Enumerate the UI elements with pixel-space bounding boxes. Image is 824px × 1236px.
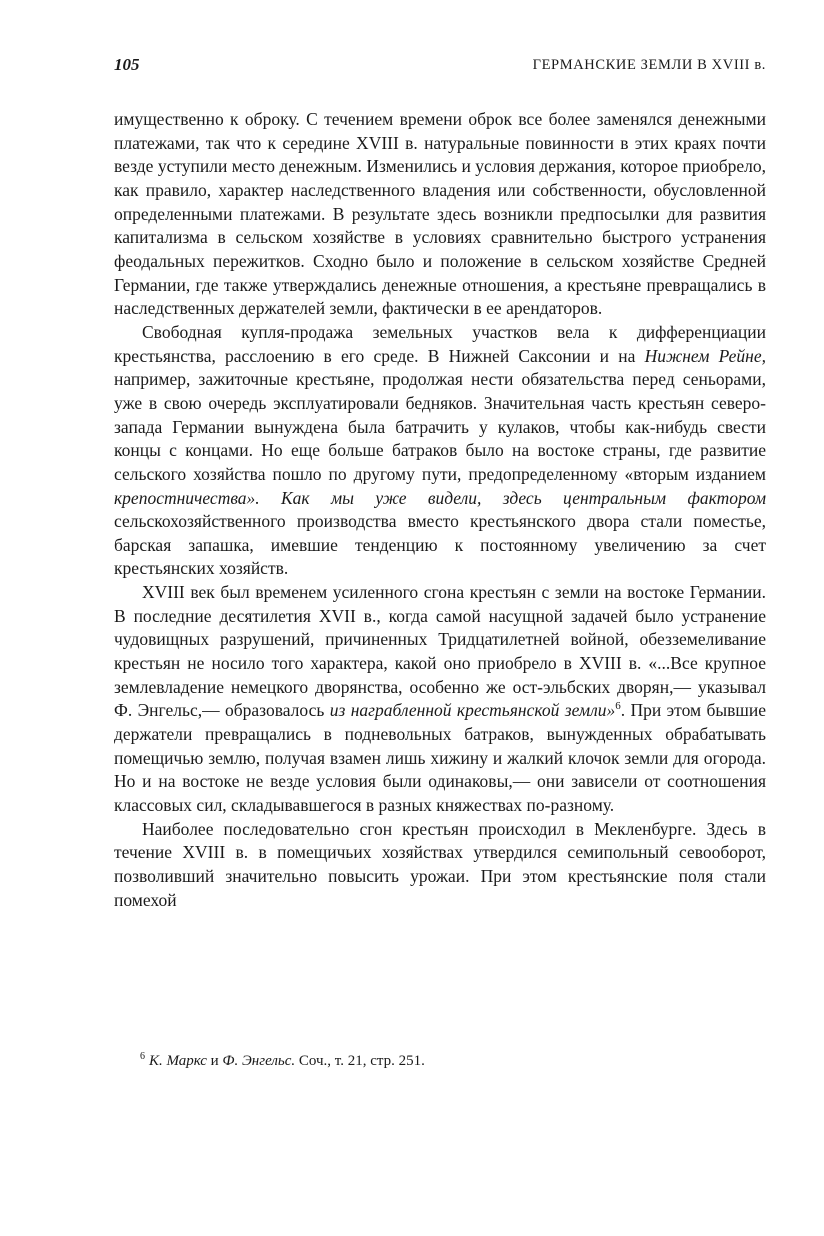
paragraph-2-italic-1: Нижнем Рейне, — [644, 345, 766, 366]
footnote-author-1: К. Маркс — [149, 1053, 207, 1069]
paragraph-1: имущественно к оброку. С течением времени оброк все более заменялся денежными платежами, так что к середине XVIII в. натуральные повинности в этих краях почти везде уступили место денежным. Изменились и условия держания, которое приобрело, как правило, характер наследственного владения или собственности, обусловленной определенными платежами. В результате здесь возникли предпосылки для развития капитализма в сельском хозяйстве в условиях сравнительно быстрого устранения феодальных пережитков. Сходно было и положение в сельском хозяйстве Средней Германии, где также утверждались денежные отношения, а крестьяне превращались в наследственных держателей земли, фактически в ее арендаторов. — [114, 109, 766, 319]
paragraph-3-italic-quote: из награбленной крестьянской земли» — [329, 700, 616, 721]
paragraph-3 — [114, 581, 766, 818]
footnote-author-2: Ф. Энгельс. — [222, 1053, 296, 1069]
footnote-citation: Соч., т. 21, стр. 251. — [295, 1053, 425, 1069]
page-header — [114, 55, 766, 77]
footnote-reference: 6 — [615, 700, 621, 713]
body-text — [114, 108, 766, 912]
paragraph-3-part-1: XVIII век был временем усиленного сгона крестьян с земли на востоке Германии. В последние десятилетия XVII в., когда самой насущной задачей было устранение чудовищных разрушений, причиненных Тридцатилетней войной, обезземеливание крестьян не носило того характера, какой оно приобрело в XVIII в. «...Все крупное землевладение немецкого дворянства, особенно же ост-эльбских дворян,— указывал Ф. Энгельс,— образовалось — [114, 582, 766, 721]
paragraph-3-part-2: . При этом бывшие держатели превращались в подневольных батраков, вынужденных обрабатывать помещичью землю, получая взамен лишь хижину и жалкий клочок земли для огорода. Но и на востоке не везде условия были одинаковы,— они зависели от соотношения классовых сил, складывавшегося в разных княжествах по-разному. — [114, 700, 766, 816]
paragraph-2-part-1: Свободная купля-продажа земельных участков вела к дифференциации крестьянства, расслоению в его среде. В Нижней Саксонии и на — [114, 321, 766, 366]
paragraph-2-italic-2: крепостничества». Как мы уже видели, здесь центральным фактором — [114, 487, 766, 508]
footnote-conjunction: и — [206, 1053, 223, 1069]
running-head: ГЕРМАНСКИЕ ЗЕМЛИ В XVIII в. — [532, 57, 766, 73]
paragraph-4: Наиболее последовательно сгон крестьян происходил в Мекленбурге. Здесь в течение XVIII в. в помещичьих хозяйствах утвердился семипольный севооборот, позволивший значительно повысить урожаи. При этом крестьянские поля стали помехой — [114, 818, 766, 910]
paragraph-2-part-2: например, зажиточные крестьяне, продолжая нести обязательства перед сеньорами, уже в свою очередь эксплуатировали бедняков. Значительная часть крестьян северо-запада Германии вынуждена была батрачить у кулаков, чтобы как-нибудь свести концы с концами. Но еще больше батраков было на востоке страны, где развитие сельского хозяйства пошло по другому пути, предопределенному «вторым изданием — [114, 369, 766, 484]
page-number: 105 — [114, 55, 140, 74]
paragraph-2 — [114, 321, 766, 581]
footnote-mark: 6 — [140, 1051, 145, 1062]
footnote — [140, 1051, 766, 1071]
paragraph-2-part-3: сельскохозяйственного производства вместо крестьянского двора стали поместье, барская запашка, имевшие тенденцию к постоянному увеличению за счет крестьянских хозяйств. — [114, 511, 766, 579]
